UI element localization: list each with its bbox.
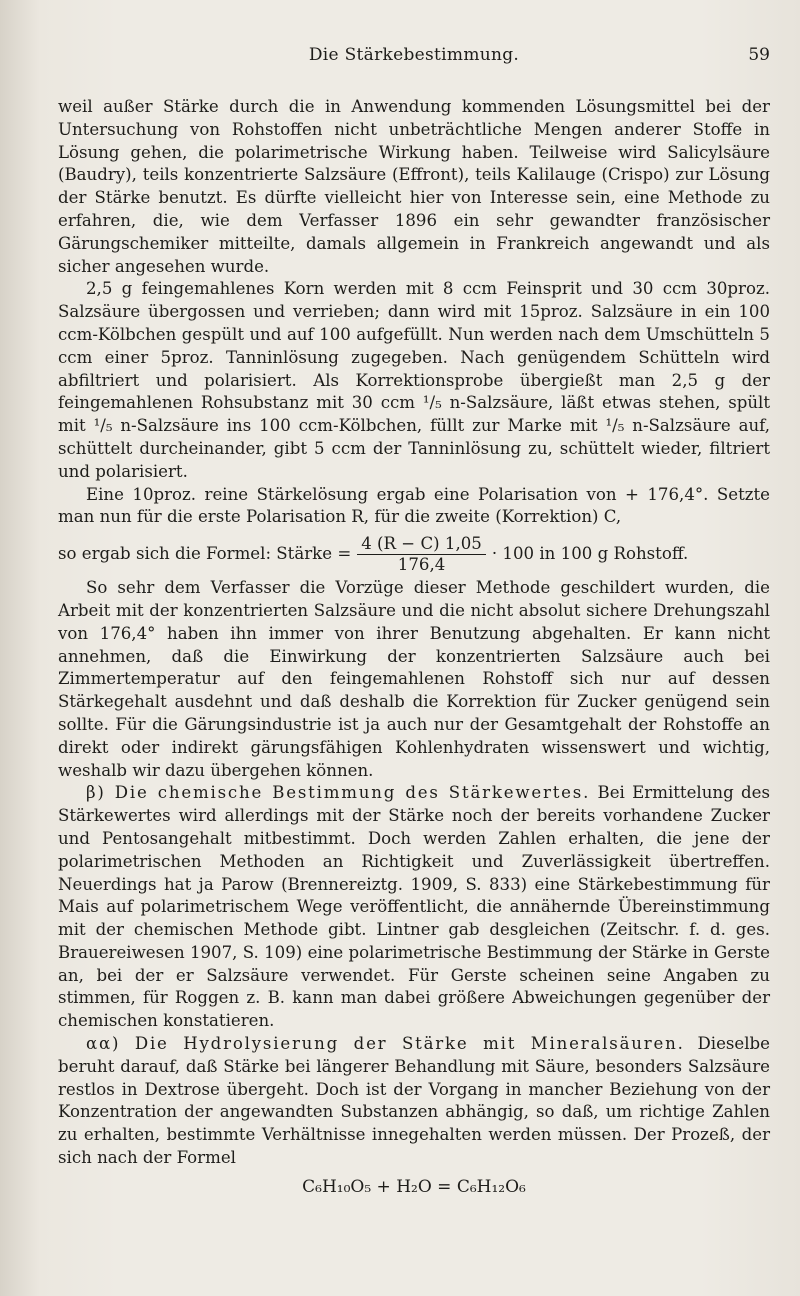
section-heading-beta: β) Die chemische Bestimmung des Stärkewertes. xyxy=(86,783,591,803)
formula-suffix: · 100 in 100 g Rohstoff. xyxy=(491,543,689,563)
formula-fraction xyxy=(357,534,486,575)
page-body xyxy=(58,96,770,1199)
paragraph-critique: So sehr dem Verfasser die Vorzüge dieser Methode geschildert wurden, die Arbeit mit der konzentrierten Salzsäure und die nicht absolut sichere Drehungszahl von 176,4° haben ihn immer von ihrer Benutzung abgehalten. Er kann nicht annehmen, daß die Einwirkung der konzentrierten Salzsäure auch bei Zimmertemperatur auf den feingemahlenen Rohstoff sich nur auf dessen Stärkegehalt ausdehnt und daß deshalb die Korrektion für Zucker genügend sein sollte. Für die Gärungsindustrie ist ja auch nur der Gesamtgehalt der Rohstoffe an direkt oder indirekt gärungsfähigen Kohlenhydraten wissenswert und wichtig, weshalb wir dazu übergehen können. xyxy=(58,578,770,780)
formula-numerator: 4 (R − C) 1,05 xyxy=(357,534,486,555)
paragraph-intro-continued: weil außer Stärke durch die in Anwendung kommenden Lösungsmittel bei der Untersuchung von Rohstoffen nicht unbeträchtliche Mengen anderer Stoffe in Lösung gehen, die polarimetrische Wirkung haben. Teilweise wird Salicylsäure (Baudry), teils konzentrierte Salzsäure (Effront), teils Kalilauge (Crispo) zur Lösung der Stärke benutzt. Es dürfte vielleicht hier von Interesse sein, eine Methode zu erfahren, die, wie dem Verfasser 1896 ein sehr gewandter französischer Gärungschemiker mitteilte, damals allgemein in Frankreich angewandt und als sicher angesehen wurde. xyxy=(58,97,770,276)
paragraph-polarisation: Eine 10proz. reine Stärkelösung ergab eine Polarisation von + 176,4°. Setzte man nun für die erste Polarisation R, für die zweite (Korrektion) C, xyxy=(58,484,770,527)
section-text-alpha: Dieselbe beruht darauf, daß Stärke bei längerer Behandlung mit Säure, besonders Salzsäure restlos in Dextrose übergeht. Doch ist der Vorgang in mancher Beziehung von der Konzentration der angewandten Substanzen abhängig, so daß, um richtige Zahlen zu erhalten, bestimmte Verhältnisse innegehalten werden müssen. Der Prozeß, der sich nach der Formel xyxy=(58,1034,770,1168)
chemical-equation: C₆H₁₀O₅ + H₂O = C₆H₁₂O₆ xyxy=(302,1176,526,1197)
paragraph-hydrolysis xyxy=(58,1033,770,1170)
formula-denominator: 176,4 xyxy=(397,554,446,574)
section-text-beta: Bei Ermittelung des Stärkewertes wird allerdings mit der Stärke noch der bereits vorhandene Zucker und Pentosangehalt mitbestimmt. Doch werden Zahlen erhalten, die jene der polarimetrischen Methoden an Richtigkeit und Zuverlässigkeit übertreffen. Neuerdings hat ja Parow (Brennereiztg. 1909, S. 833) eine Stärkebestimmung für Mais auf polarimetrischem Wege veröffentlicht, die annähernde Übereinstimmung mit der chemischen Methode gibt. Lintner gab desgleichen (Zeitschr. f. d. ges. Brauereiwesen 1907, S. 109) eine polarimetrische Bestimmung der Stärke in Gerste an, bei der er Salzsäure verwendet. Für Gerste scheinen seine Angaben zu stimmen, für Roggen z. B. kann man dabei größere Abweichungen gegenüber der chemischen konstatieren. xyxy=(58,783,770,1031)
formula-prefix: so ergab sich die Formel: Stärke = xyxy=(58,543,352,563)
paragraph-chemical-determination xyxy=(58,782,770,1033)
header-title: Die Stärkebestimmung. xyxy=(308,45,520,65)
starch-formula xyxy=(58,531,770,577)
page-number: 59 xyxy=(748,45,770,65)
section-heading-alpha: αα) Die Hydrolysierung der Stärke mit Mineralsäuren. xyxy=(86,1034,685,1054)
running-header xyxy=(58,45,770,75)
paragraph-method: 2,5 g feingemahlenes Korn werden mit 8 ccm Feinsprit und 30 ccm 30proz. Salzsäure übergossen und verrieben; dann wird mit 15proz. Salzsäure in ein 100 ccm-Kölbchen gespült und auf 100 aufgefüllt. Nun werden nach dem Umschütteln 5 ccm einer 5proz. Tanninlösung zugegeben. Nach genügendem Schütteln wird abfiltriert und polarisiert. Als Korrektionsprobe übergießt man 2,5 g der feingemahlenen Rohsubstanz mit 30 ccm ¹/₅ n-Salzsäure, läßt etwas stehen, spült mit ¹/₅ n-Salzsäure ins 100 ccm-Kölbchen, füllt zur Marke mit ¹/₅ n-Salzsäure auf, schüttelt durcheinander, gibt 5 ccm der Tanninlösung zu, schüttelt wieder, filtriert und polarisiert. xyxy=(58,279,770,481)
